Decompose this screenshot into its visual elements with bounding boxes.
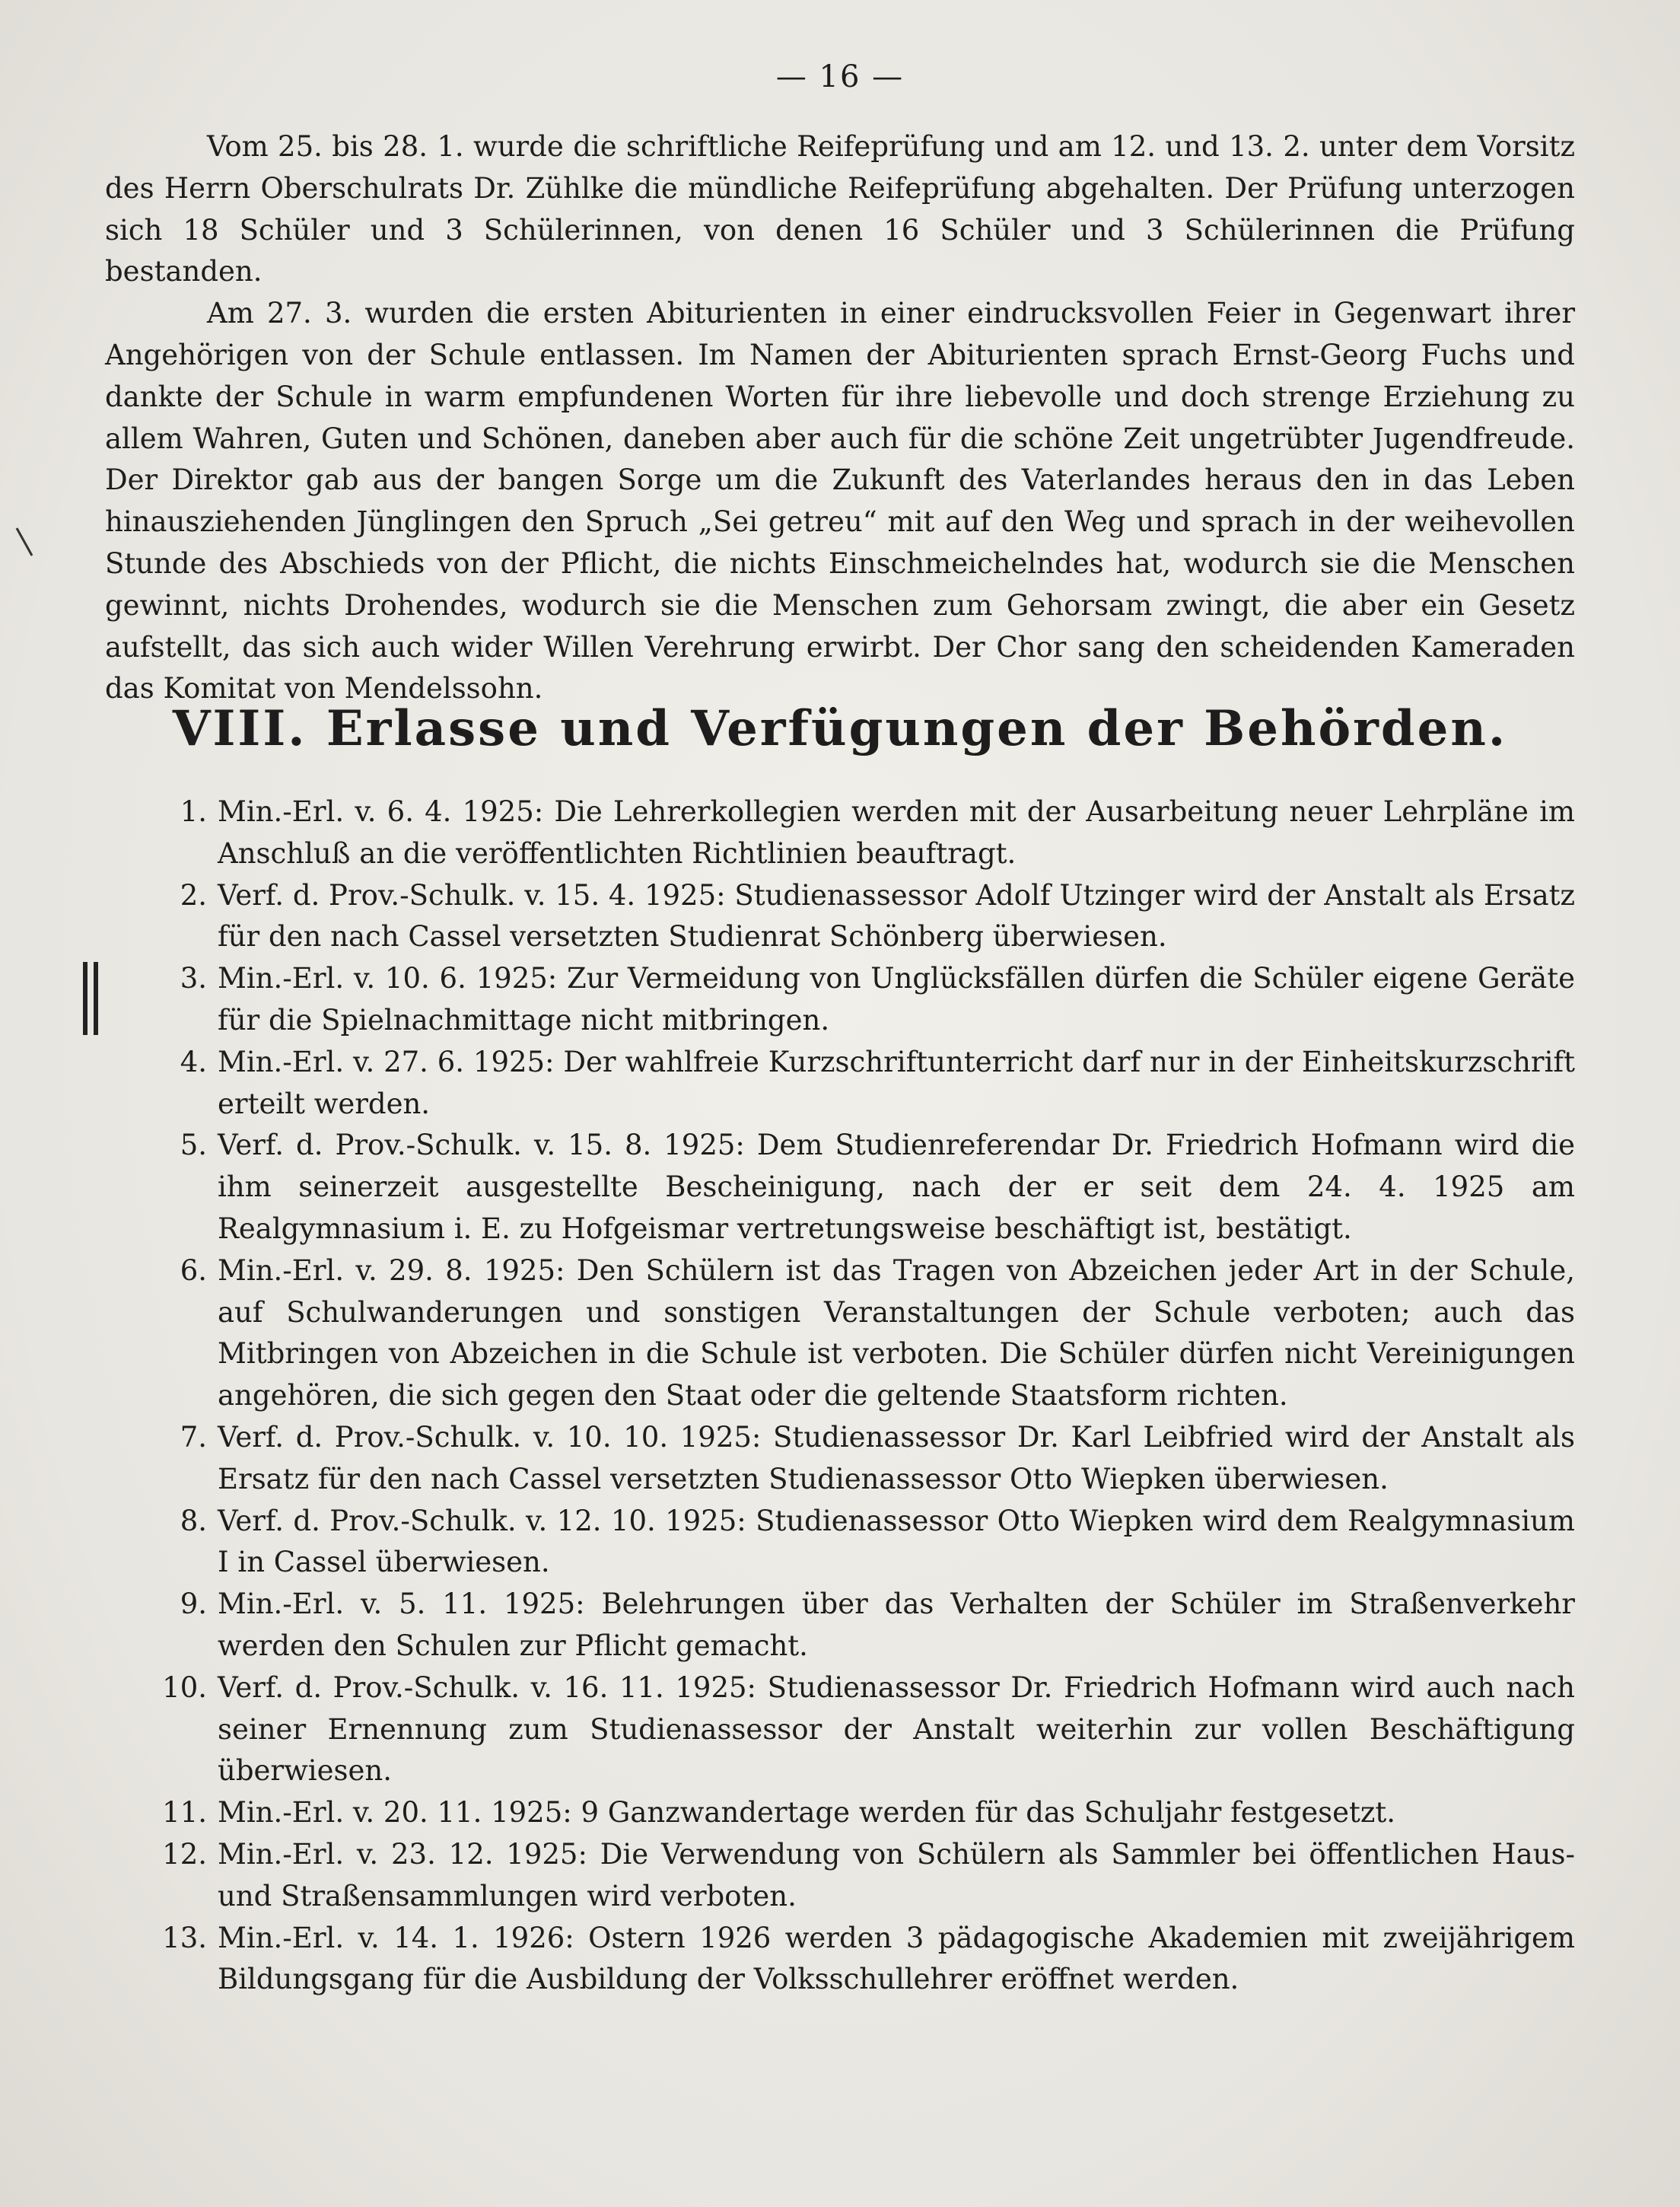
decree-text: Verf. d. Prov.-Schulk. v. 12. 10. 1925: Studienassessor Otto Wiepken wird dem Realgymnasium I in Cassel überwiesen.	[218, 1504, 1575, 1579]
page-number: — 16 —	[775, 59, 905, 94]
decree-text: Min.-Erl. v. 10. 6. 1925: Zur Vermeidung von Unglücksfällen dürfen die Schüler eigene Geräte für die Spielnachmittage nicht mitbringen.	[218, 962, 1575, 1037]
decree-number: 11.	[162, 1796, 207, 1830]
decree-number: 1.	[180, 795, 207, 828]
decree-text: Min.-Erl. v. 29. 8. 1925: Den Schülern ist das Tragen von Abzeichen jeder Art in der Schule, auf Schulwanderungen und sonstigen Veranstaltungen der Schule verboten; auch das Mitbringen von Abzeichen in die Schule ist verboten. Die Schüler dürfen nicht Vereinigungen angehören, die sich gegen den Staat oder die geltende Staatsform richten.	[218, 1253, 1575, 1412]
margin-bar-right	[94, 962, 98, 1035]
decree-text: Verf. d. Prov.-Schulk. v. 16. 11. 1925: Studienassessor Dr. Friedrich Hofmann wird auch nach seiner Ernennung zum Studienassessor der Anstalt weiterhin zur vollen Beschäftigung überwiesen.	[218, 1670, 1575, 1788]
decree-item	[105, 1667, 1575, 1792]
decree-number: 13.	[162, 1921, 207, 1954]
decree-text: Min.-Erl. v. 14. 1. 1926: Ostern 1926 werden 3 pädagogische Akademien mit zweijährigem Bildungsgang für die Ausbildung der Volksschullehrer eröffnet werden.	[218, 1921, 1575, 1996]
margin-double-bar	[83, 962, 101, 1035]
decree-text: Verf. d. Prov.-Schulk. v. 10. 10. 1925: Studienassessor Dr. Karl Leibfried wird der Anstalt als Ersatz für den nach Cassel versetzten Studienassessor Otto Wiepken überwiesen.	[218, 1420, 1575, 1495]
decree-number: 10.	[162, 1670, 207, 1704]
decree-list	[105, 791, 1575, 2001]
decree-item	[105, 1834, 1575, 1918]
paragraph-entlassungsfeier: Am 27. 3. wurden die ersten Abiturienten in einer eindrucksvollen Feier in Gegenwart ihrer Angehörigen von der Schule entlassen. Im Namen der Abiturienten sprach Ernst-Georg Fuchs und dankte der Schule in warm empfundenen Worten für ihre liebevolle und doch strenge Erziehung zu allem Wahren, Guten und Schönen, daneben aber auch für die schöne Zeit ungetrübter Jugendfreude. Der Direktor gab aus der bangen Sorge um die Zukunft des Vaterlandes heraus den in das Leben hinausziehenden Jünglingen den Spruch „Sei getreu“ mit auf den Weg und sprach in der weihevollen Stunde des Abschieds von der Pflicht, die nichts Einschmeichelndes hat, wodurch sie die Menschen gewinnt, nichts Drohendes, wodurch sie die Menschen zum Gehorsam zwingt, die aber ein Gesetz aufstellt, das sich auch wider Willen Verehrung erwirbt. Der Chor sang den scheidenden Kameraden das Komitat von Mendelssohn.	[105, 297, 1575, 705]
decree-item	[105, 1792, 1575, 1834]
decree-number: 3.	[180, 962, 207, 995]
paragraph-reifepruefung: Vom 25. bis 28. 1. wurde die schriftliche Reifeprüfung und am 12. und 13. 2. unter dem Vorsitz des Herrn Oberschulrats Dr. Zühlke die mündliche Reifeprüfung abgehalten. Der Prüfung unterzogen sich 18 Schüler und 3 Schülerinnen, von denen 16 Schüler und 3 Schülerinnen die Prüfung bestanden.	[105, 130, 1575, 288]
decree-number: 7.	[180, 1420, 207, 1454]
decree-text: Verf. d. Prov.-Schulk. v. 15. 4. 1925: Studienassessor Adolf Utzinger wird der Anstalt als Ersatz für den nach Cassel versetzten Studienrat Schönberg überwiesen.	[218, 878, 1575, 954]
decree-text: Min.-Erl. v. 27. 6. 1925: Der wahlfreie Kurzschriftunterricht darf nur in der Einheitskurzschrift erteilt werden.	[218, 1045, 1575, 1120]
decree-item	[105, 791, 1575, 875]
decree-item	[105, 875, 1575, 959]
decree-text: Verf. d. Prov.-Schulk. v. 15. 8. 1925: Dem Studienreferendar Dr. Friedrich Hofmann wird die ihm seinerzeit ausgestellte Bescheinigung, nach der er seit dem 24. 4. 1925 am Realgymnasium i. E. zu Hofgeismar vertretungsweise beschäftigt ist, bestätigt.	[218, 1129, 1575, 1245]
margin-tick-mark	[14, 525, 37, 559]
intro-section	[105, 126, 1575, 710]
decree-item	[105, 1501, 1575, 1584]
margin-bar-left	[83, 962, 88, 1035]
decree-number: 9.	[180, 1588, 207, 1621]
decree-item	[105, 1042, 1575, 1126]
decree-item	[105, 1584, 1575, 1667]
decree-item	[105, 1125, 1575, 1250]
decree-number: 4.	[180, 1045, 207, 1078]
decree-item	[105, 958, 1575, 1042]
decree-text: Min.-Erl. v. 5. 11. 1925: Belehrungen über das Verhalten der Schüler im Straßenverkehr werden den Schulen zur Pflicht gemacht.	[218, 1588, 1575, 1662]
decree-item	[105, 1250, 1575, 1417]
decree-text: Min.-Erl. v. 23. 12. 1925: Die Verwendung von Schülern als Sammler bei öffentlichen Haus- und Straßensammlungen wird verboten.	[218, 1837, 1575, 1912]
decree-number: 5.	[180, 1129, 207, 1162]
decree-text: Min.-Erl. v. 20. 11. 1925: 9 Ganzwandertage werden für das Schuljahr festgesetzt.	[218, 1796, 1396, 1830]
decree-number: 2.	[180, 878, 207, 912]
decree-text: Min.-Erl. v. 6. 4. 1925: Die Lehrerkollegien werden mit der Ausarbeitung neuer Lehrpläne im Anschluß an die veröffentlichten Richtlinien beauftragt.	[218, 795, 1575, 870]
decree-item	[105, 1918, 1575, 2002]
decree-number: 12.	[162, 1837, 207, 1871]
decree-number: 8.	[180, 1504, 207, 1537]
decree-item	[105, 1417, 1575, 1501]
decree-number: 6.	[180, 1253, 207, 1287]
section-heading: VIII. Erlasse und Verfügungen der Behörden.	[172, 700, 1508, 757]
